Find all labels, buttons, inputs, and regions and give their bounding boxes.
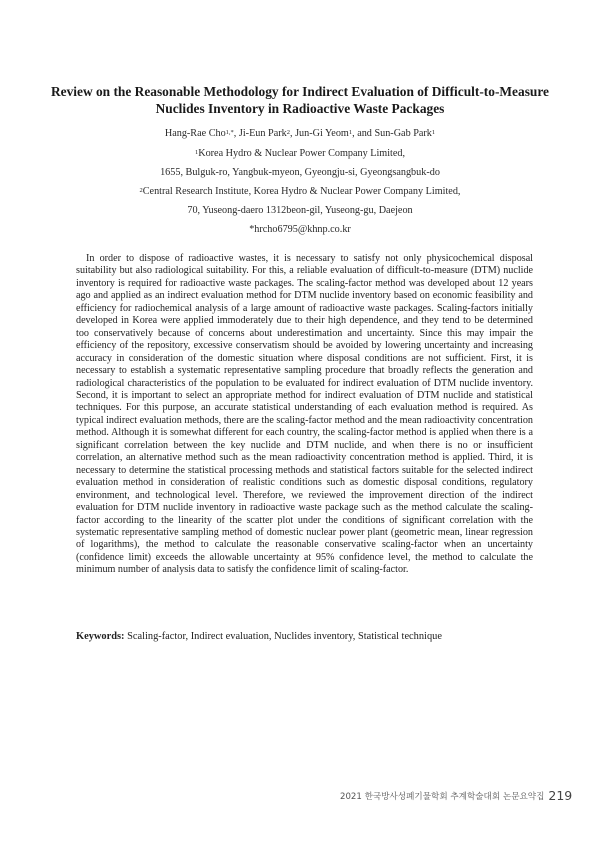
author-name: Ji-Eun Park	[238, 128, 287, 139]
author-name: Hang-Rae Cho	[164, 128, 226, 139]
affiliation-mark: 2	[139, 187, 143, 194]
author-affiliation-mark: 1	[348, 129, 353, 136]
author-list: Hang-Rae Cho$^{1,*}$, Ji-Eun Park$^2$, Jun-Gi Yeom$^1$, and Sun-Gab Park$^1$	[164, 128, 436, 139]
page-number: 219	[548, 788, 573, 803]
paper-title: Review on the Reasonable Methodology for Indirect Evaluation of Difficult-to-Measure Nuclides Inventory in Radioactive Waste Packages	[50, 84, 549, 116]
affiliation-text: Korea Hydro & Nuclear Power Company Limited,	[198, 148, 406, 159]
author-affiliation-mark: 2	[286, 129, 290, 136]
abstract-body: In order to dispose of radioactive wastes, it is necessary to satisfy not only physicochemical disposal suitability but also radiological suitability. For this, a reliable evaluation of difficult-to-measure (DTM) nuclide inventory is required for radioactive waste packages. The scaling-factor method was developed about 12 years ago and applied as an indirect evaluation method for DTM nuclide inventory based on economic feasibility and efficiency for radiochemical analysis of a large amount of radioactive waste packages. Scaling-factors initially developed in Korea were applied immoderately due to their high dependence, and they tend to be determined too conservatively because of concerns about underestimation and uncertainty. Since this may impair the efficiency of the repository, excessive conservatism should be avoided by lowering uncertainty and increasing accuracy in consideration of the domestic situation where disposal conditions are not sufficient. First, it is necessary to establish a systematic representative sampling procedure that broadly reflects the generation and radiological characteristics of the population to be evaluated for indirect evaluation of DTM nuclide inventory. Second, it is important to select an appropriate method for indirect evaluation of DTM nuclide and statistical techniques. For this purpose, an accurate statistical understanding of each evaluation method is required. As typical indirect evaluation methods, there are the scaling-factor method and the mean radioactivity concentration method. Although it is somewhat different for each country, the scaling-factor method is applied when there is a significant correlation between the key nuclide and DTM nuclide, and when there is no or insufficient correlation, an alternative method such as the mean radioactivity concentration method is applied. Third, it is necessary to determine the statistical processing methods and statistical factors suitable for the selected indirect evaluation method in consideration of realistic conditions such as domestic disposal conditions, regulatory environment, and technological level. Therefore, we reviewed the improvement direction of the indirect evaluation for DTM nuclide inventory in radioactive waste package such as the method calculate the scaling-factor according to the linearity of the scatter plot under the conditions of significant correlation with the systematic representative sampling method of domestic nuclear power plant (geometric mean, linear regression of logarithms), the method to calculate the reasonable conservative scaling-factor when an uncertainty (confidence limit) exceeds the allowable uncertainty at 95% confidence level, the method to calculate the minimum number of analysis data to satisfy the confidence limit of scaling-factor.	[76, 253, 533, 576]
page-footer	[340, 788, 573, 803]
keywords-line	[76, 631, 536, 644]
affiliation-2-address: 70, Yuseong-daero 1312beon-gil, Yuseong-gu, Daejeon	[187, 205, 413, 216]
keywords-label: Keywords:	[76, 631, 125, 642]
author-name: Sun-Gab Park	[374, 128, 432, 139]
affiliation-1-name	[40, 148, 560, 160]
affiliation-mark: 1	[194, 149, 199, 156]
corresponding-email: *hrcho6795@khnp.co.kr	[249, 224, 351, 235]
keywords-text: Scaling-factor, Indirect evaluation, Nuclides inventory, Statistical technique	[127, 631, 442, 642]
author-affiliation-mark: 1	[431, 129, 436, 136]
proceedings-name: 2021 한국방사성폐기물학회 추계학술대회 논문요약집	[340, 792, 545, 802]
author-name: Jun-Gi Yeom	[295, 128, 349, 139]
affiliation-text: Central Research Institute, Korea Hydro & Nuclear Power Company Limited,	[142, 186, 461, 197]
author-affiliation-mark: 1,*	[225, 129, 234, 136]
affiliation-2-name	[40, 186, 560, 198]
affiliation-1-address: 1655, Bulguk-ro, Yangbuk-myeon, Gyeongju-si, Gyeongsangbuk-do	[160, 167, 440, 178]
